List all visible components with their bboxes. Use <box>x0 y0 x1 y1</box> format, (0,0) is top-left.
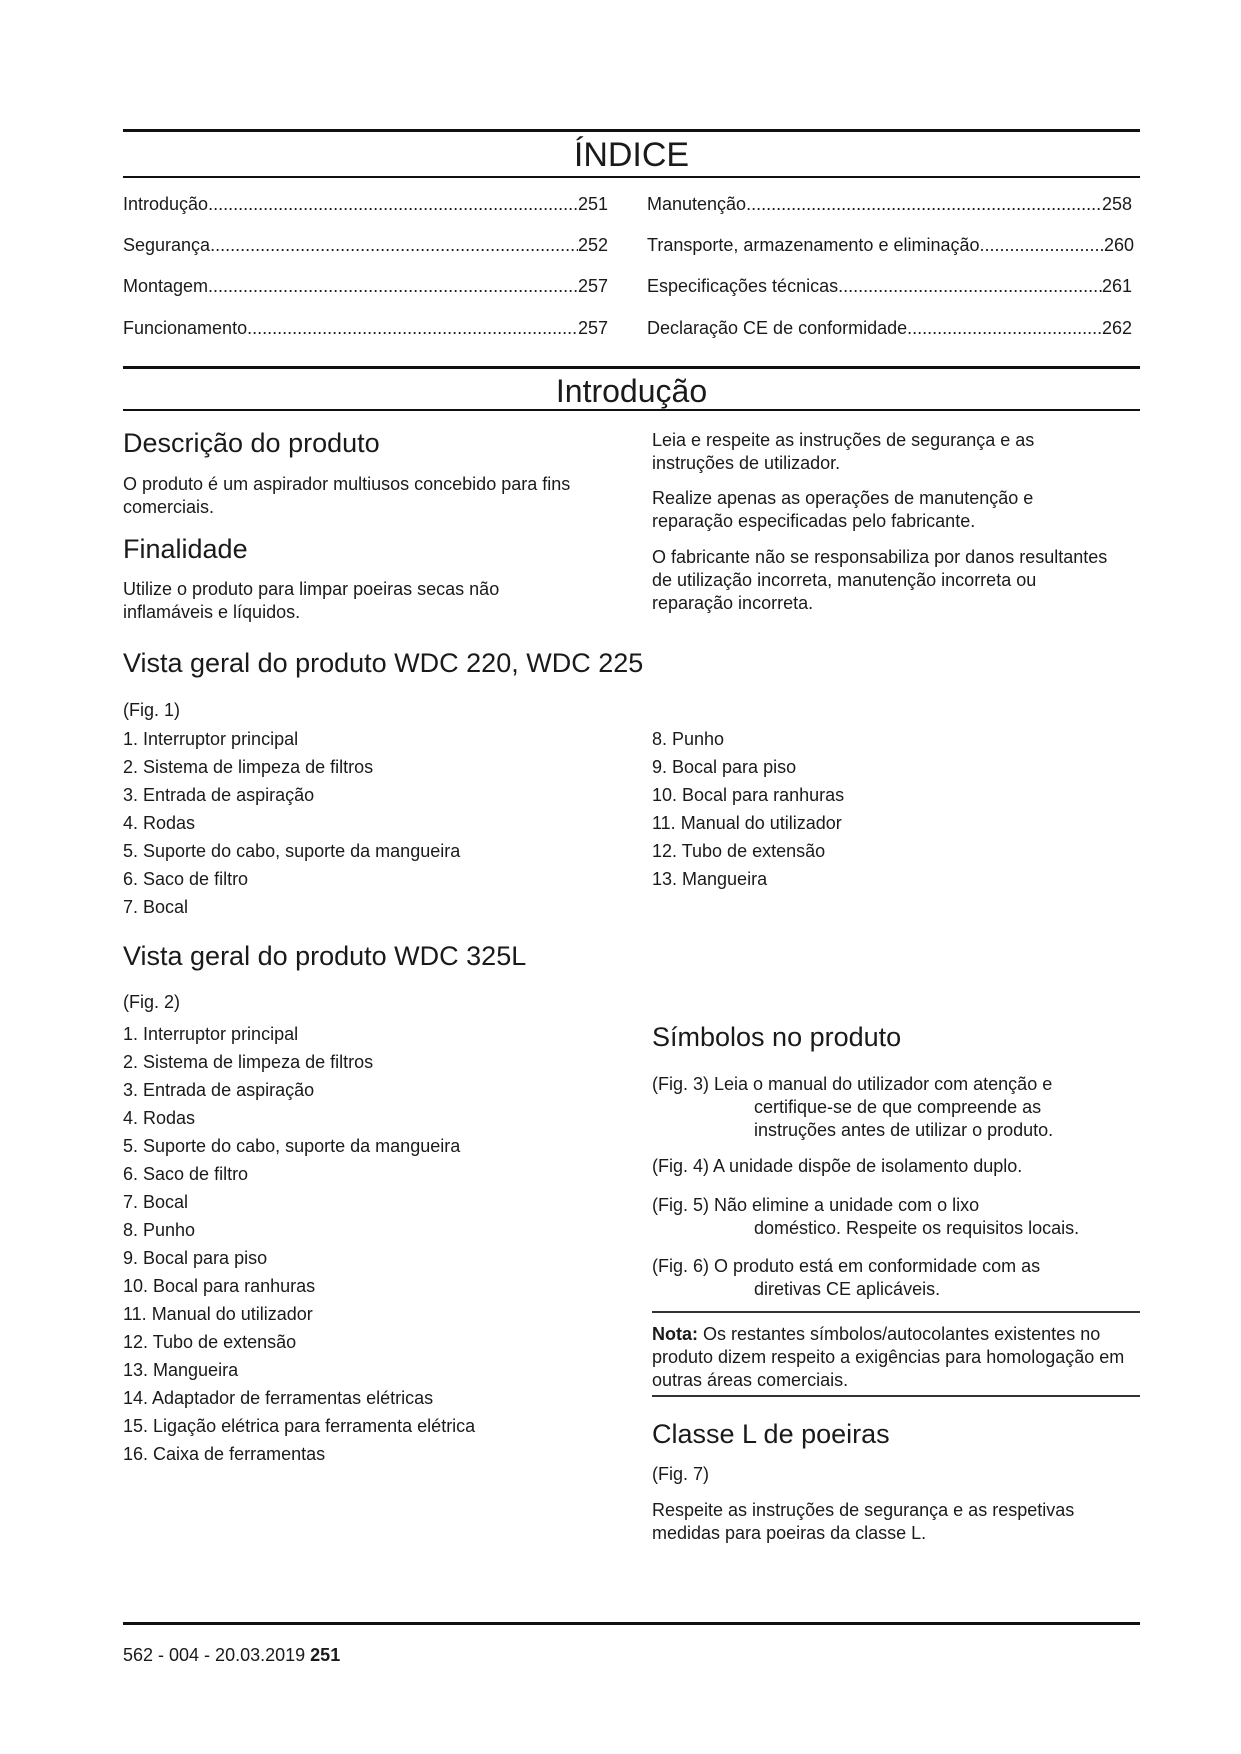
top-rule <box>123 129 1140 132</box>
toc-entry[interactable] <box>123 317 608 339</box>
toc-page: 261 <box>1101 276 1132 296</box>
list-item: 2. Sistema de limpeza de filtros <box>123 757 374 777</box>
toc-entry[interactable] <box>647 317 1132 339</box>
list-item: 9. Bocal para piso <box>123 1248 268 1268</box>
toc-entry[interactable] <box>647 193 1132 215</box>
overview2-fig: (Fig. 2) <box>123 992 181 1012</box>
list-item: 5. Suporte do cabo, suporte da mangueira <box>123 841 461 861</box>
toc-title: Transporte, armazenamento e eliminação <box>647 235 980 255</box>
list-item: 1. Interruptor principal <box>123 729 299 749</box>
symbol-item: (Fig. 6) O produto está em conformidade com as diretivas CE aplicáveis. <box>652 1256 1041 1299</box>
descricao-heading: Descrição do produto <box>123 428 380 458</box>
list-item: 4. Rodas <box>123 813 196 833</box>
list-item: 15. Ligação elétrica para ferramenta elétrica <box>123 1416 476 1436</box>
dust-text: Respeite as instruções de segurança e as respetivas medidas para poeiras da classe L. <box>652 1500 1075 1543</box>
list-item: 5. Suporte do cabo, suporte da mangueira <box>123 1136 461 1156</box>
index-title: ÍNDICE <box>573 136 690 174</box>
toc-entry[interactable] <box>647 275 1132 297</box>
list-item: 11. Manual do utilizador <box>652 813 842 833</box>
toc-page: 262 <box>1101 318 1132 338</box>
note-bottom-rule <box>652 1395 1140 1397</box>
list-item: 11. Manual do utilizador <box>123 1304 313 1324</box>
intro-rule <box>123 409 1140 411</box>
list-item: 10. Bocal para ranhuras <box>652 785 845 805</box>
toc-page: 257 <box>577 318 608 338</box>
list-item: 12. Tubo de extensão <box>652 841 826 861</box>
intro-paragraph: Leia e respeite as instruções de segurança e as instruções de utilizador. <box>652 430 1035 473</box>
list-item: 6. Saco de filtro <box>123 869 249 889</box>
footer-page: 251 <box>310 1645 341 1665</box>
footer-doc: 562 - 004 - 20.03.2019 <box>123 1645 306 1665</box>
overview1-right-list <box>652 728 844 896</box>
symbol-item: (Fig. 3) Leia o manual do utilizador com atenção e certifique-se de que compreende as instruções antes de utilizar o produto. <box>652 1074 1054 1140</box>
list-item: 3. Entrada de aspiração <box>123 785 315 805</box>
intro-paragraph: O fabricante não se responsabiliza por danos resultantes de utilização incorreta, manutenção incorreta ou reparação incorreta. <box>652 547 1108 613</box>
note-text: Os restantes símbolos/autocolantes existentes no produto dizem respeito a exigências para homologação em outras áreas comerciais. <box>652 1324 1125 1390</box>
note <box>652 1323 1140 1392</box>
note-top-rule <box>652 1311 1140 1313</box>
symbol-item: (Fig. 5) Não elimine a unidade com o lixo doméstico. Respeite os requisitos locais. <box>652 1195 1080 1238</box>
list-item: 8. Punho <box>123 1220 196 1240</box>
toc-entry[interactable] <box>123 234 608 256</box>
list-item: 7. Bocal <box>123 897 189 917</box>
overview1-heading: Vista geral do produto WDC 220, WDC 225 <box>123 648 644 678</box>
footer <box>123 1644 340 1666</box>
toc-entry[interactable] <box>647 234 1134 256</box>
list-item: 9. Bocal para piso <box>652 757 797 777</box>
intro-top-rule <box>123 366 1140 369</box>
toc-title: Especificações técnicas <box>647 276 839 296</box>
symbol-item: (Fig. 4) A unidade dispõe de isolamento duplo. <box>652 1156 1023 1176</box>
footer-rule <box>123 1622 1140 1625</box>
toc-page: 257 <box>577 276 608 296</box>
list-item: 8. Punho <box>652 729 725 749</box>
list-item: 12. Tubo de extensão <box>123 1332 297 1352</box>
toc-title: Declaração CE de conformidade <box>647 318 908 338</box>
toc-page: 260 <box>1103 235 1134 255</box>
note-label: Nota: <box>652 1324 698 1344</box>
intro-paragraph: Realize apenas as operações de manutenção e reparação especificadas pelo fabricante. <box>652 488 1034 531</box>
list-item: 2. Sistema de limpeza de filtros <box>123 1052 374 1072</box>
list-item: 1. Interruptor principal <box>123 1024 299 1044</box>
finalidade-heading: Finalidade <box>123 534 248 564</box>
toc-page: 258 <box>1101 194 1132 214</box>
index-rule <box>123 176 1140 178</box>
list-item: 3. Entrada de aspiração <box>123 1080 315 1100</box>
overview2-heading: Vista geral do produto WDC 325L <box>123 941 527 971</box>
toc-entry[interactable] <box>123 275 608 297</box>
dust-heading: Classe L de poeiras <box>652 1419 890 1449</box>
overview2-list <box>123 1023 475 1471</box>
intro-title: Introdução <box>555 373 708 409</box>
list-item: 16. Caixa de ferramentas <box>123 1444 326 1464</box>
finalidade-text: Utilize o produto para limpar poeiras secas não inflamáveis e líquidos. <box>123 579 500 622</box>
dust-fig: (Fig. 7) <box>652 1464 710 1484</box>
list-item: 10. Bocal para ranhuras <box>123 1276 316 1296</box>
list-item: 6. Saco de filtro <box>123 1164 249 1184</box>
list-item: 4. Rodas <box>123 1108 196 1128</box>
overview1-left-list <box>123 728 460 924</box>
toc-title: Introdução <box>123 194 209 214</box>
toc-page: 251 <box>577 194 608 214</box>
toc-title: Manutenção <box>647 194 747 214</box>
toc-title: Funcionamento <box>123 318 248 338</box>
list-item: 7. Bocal <box>123 1192 189 1212</box>
list-item: 13. Mangueira <box>123 1360 239 1380</box>
symbols-heading: Símbolos no produto <box>652 1022 902 1052</box>
descricao-text: O produto é um aspirador multiusos concebido para fins comerciais. <box>123 474 571 517</box>
list-item: 13. Mangueira <box>652 869 768 889</box>
toc-page: 252 <box>577 235 608 255</box>
overview1-fig: (Fig. 1) <box>123 700 181 720</box>
toc-entry[interactable] <box>123 193 608 215</box>
toc-title: Segurança <box>123 235 211 255</box>
list-item: 14. Adaptador de ferramentas elétricas <box>123 1388 434 1408</box>
toc-title: Montagem <box>123 276 209 296</box>
